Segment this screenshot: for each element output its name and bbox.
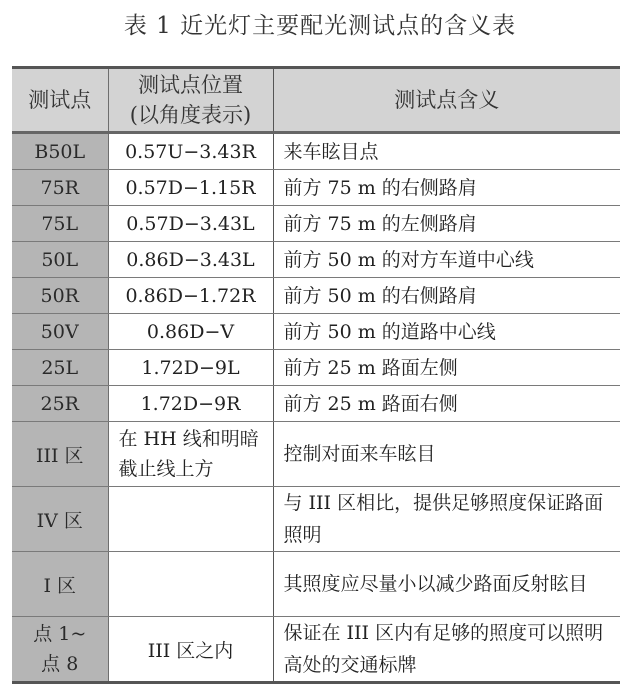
meaning-cell: 其照度应尽量小以减少路面反射眩目 xyxy=(273,552,620,617)
table-row xyxy=(12,487,620,552)
header-test-point: 测试点 xyxy=(12,68,108,133)
test-point-line2: 点 8 xyxy=(41,653,79,675)
table-row xyxy=(12,314,620,350)
test-point-cell: 25L xyxy=(12,350,108,386)
meaning-cell: 来车眩目点 xyxy=(273,133,620,170)
table-row xyxy=(12,170,620,206)
test-point-cell: 75R xyxy=(12,170,108,206)
test-point-line1: 点 1~ xyxy=(33,623,87,645)
test-point-cell: III 区 xyxy=(12,422,108,487)
test-point-cell: IV 区 xyxy=(12,487,108,552)
table-header-row xyxy=(12,68,620,133)
table-row xyxy=(12,242,620,278)
header-position-line2: (以角度表示) xyxy=(129,103,252,127)
table-row xyxy=(12,422,620,487)
table-title: 表 1 近光灯主要配光测试点的含义表 xyxy=(123,13,517,39)
position-cell: 0.86D−3.43L xyxy=(108,242,273,278)
meaning-cell: 前方 25 m 路面左侧 xyxy=(273,350,620,386)
position-cell: 0.57U−3.43R xyxy=(108,133,273,170)
header-meaning: 测试点含义 xyxy=(273,68,620,133)
meaning-cell: 前方 75 m 的右侧路肩 xyxy=(273,170,620,206)
meaning-cell: 保证在 III 区内有足够的照度可以照明高处的交通标牌 xyxy=(273,617,620,683)
position-cell: 0.86D−V xyxy=(108,314,273,350)
position-cell xyxy=(108,552,273,617)
test-point-cell: 25R xyxy=(12,386,108,422)
table-row xyxy=(12,617,620,683)
test-point-cell: 50V xyxy=(12,314,108,350)
table-row xyxy=(12,133,620,170)
position-cell: 在 HH 线和明暗截止线上方 xyxy=(108,422,273,487)
table-row xyxy=(12,350,620,386)
test-point-cell: I 区 xyxy=(12,552,108,617)
position-cell xyxy=(108,487,273,552)
test-point-cell: 50L xyxy=(12,242,108,278)
position-cell: 0.57D−3.43L xyxy=(108,206,273,242)
table-row xyxy=(12,278,620,314)
table-row xyxy=(12,552,620,617)
test-point-table xyxy=(12,66,620,684)
position-cell: 1.72D−9R xyxy=(108,386,273,422)
test-point-cell: B50L xyxy=(12,133,108,170)
meaning-cell: 前方 50 m 的对方车道中心线 xyxy=(273,242,620,278)
test-point-cell: 75L xyxy=(12,206,108,242)
meaning-cell: 前方 25 m 路面右侧 xyxy=(273,386,620,422)
table-row xyxy=(12,206,620,242)
test-point-cell: 50R xyxy=(12,278,108,314)
meaning-cell: 与 III 区相比，提供足够照度保证路面照明 xyxy=(273,487,620,552)
meaning-cell: 前方 50 m 的道路中心线 xyxy=(273,314,620,350)
meaning-cell: 前方 75 m 的左侧路肩 xyxy=(273,206,620,242)
meaning-cell: 前方 50 m 的右侧路肩 xyxy=(273,278,620,314)
header-position xyxy=(108,68,273,133)
header-position-line1: 测试点位置 xyxy=(138,73,243,97)
position-cell: III 区之内 xyxy=(108,617,273,683)
table-row xyxy=(12,386,620,422)
position-cell: 0.86D−1.72R xyxy=(108,278,273,314)
position-cell: 1.72D−9L xyxy=(108,350,273,386)
test-point-cell xyxy=(12,617,108,683)
position-cell: 0.57D−1.15R xyxy=(108,170,273,206)
meaning-cell: 控制对面来车眩目 xyxy=(273,422,620,487)
